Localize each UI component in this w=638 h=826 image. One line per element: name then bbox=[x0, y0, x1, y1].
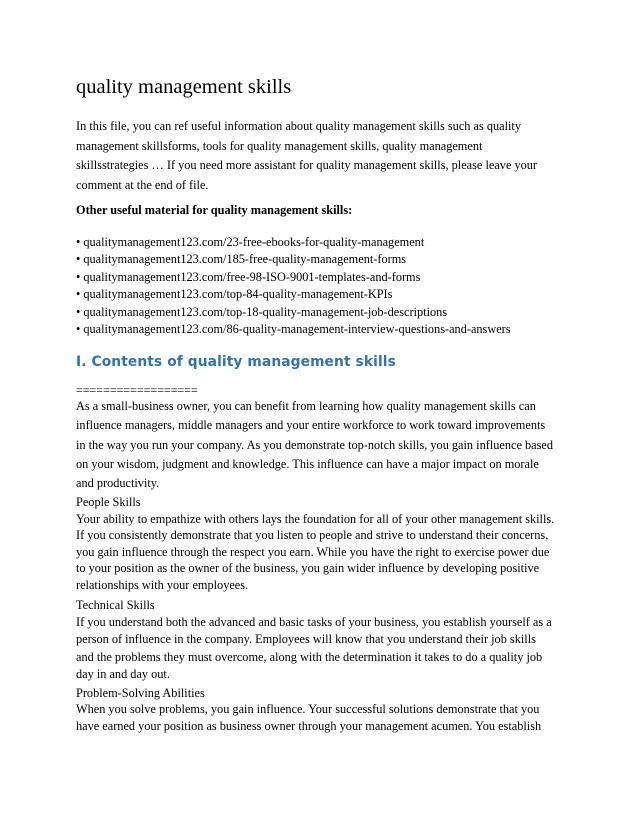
body-paragraph bbox=[76, 397, 553, 493]
document-title: quality management skills bbox=[76, 76, 292, 98]
material-link-list bbox=[76, 234, 511, 338]
paragraph-line: in the way you run your company. As you demonstrate top-notch skills, you gain influence based bbox=[76, 437, 553, 452]
intro-line: skillsstrategies … If you need more assistant for quality management skills, please leave your bbox=[76, 158, 538, 172]
separator-line: ================== bbox=[76, 383, 198, 397]
section-heading: I. Contents of quality management skills bbox=[76, 354, 396, 370]
other-material-heading: Other useful material for quality management skills: bbox=[76, 203, 353, 217]
paragraph-line: influence managers, middle managers and your entire workforce to work toward improvements bbox=[76, 418, 546, 433]
technical-skills-section bbox=[76, 597, 552, 683]
paragraph-line: and productivity. bbox=[76, 476, 160, 491]
paragraph-line: relationships with your employees. bbox=[76, 577, 249, 592]
paragraph-line: person of influence in the company. Employees will know that you understand their job skills bbox=[76, 632, 536, 647]
intro-paragraph bbox=[76, 117, 562, 195]
paragraph-line: If you consistently demonstrate that you listen to people and strive to understand their concerns, bbox=[76, 528, 549, 543]
paragraph-line: and the problems they must overcome, along with the determination it takes to do a quality job bbox=[76, 649, 543, 664]
paragraph-line: to your position as the owner of the business, you gain wider influence by developing positive bbox=[76, 561, 540, 576]
material-link[interactable]: • qualitymanagement123.com/185-free-quality-management-forms bbox=[76, 252, 407, 267]
material-link[interactable]: • qualitymanagement123.com/free-98-ISO-9001-templates-and-forms bbox=[76, 269, 421, 284]
intro-line: management skillsforms, tools for quality management skills, quality management bbox=[76, 138, 483, 153]
paragraph-line: have earned your position as business owner through your management acumen. You establish bbox=[76, 718, 542, 733]
problem-solving-heading: Problem-Solving Abilities bbox=[76, 686, 205, 700]
paragraph-line: on your wisdom, judgment and knowledge. This influence can have a major impact on morale bbox=[76, 456, 539, 471]
material-link[interactable]: • qualitymanagement123.com/top-84-quality-management-KPIs bbox=[76, 287, 393, 302]
paragraph-line: When you solve problems, you gain influence. Your successful solutions demonstrate that you bbox=[76, 702, 540, 717]
paragraph-line: As a small-business owner, you can benefit from learning how quality management skills can bbox=[76, 399, 536, 413]
people-skills-section bbox=[76, 494, 554, 594]
intro-line: comment at the end of file. bbox=[76, 177, 209, 192]
paragraph-line: you gain influence through the respect you earn. While you have the right to exercise power due bbox=[76, 544, 550, 559]
problem-solving-section bbox=[76, 685, 541, 734]
material-link[interactable]: • qualitymanagement123.com/top-18-quality-management-job-descriptions bbox=[76, 304, 448, 319]
technical-skills-heading: Technical Skills bbox=[76, 598, 155, 612]
material-link[interactable]: • qualitymanagement123.com/23-free-ebooks-for-quality-management bbox=[76, 235, 425, 249]
paragraph-line: If you understand both the advanced and basic tasks of your business, you establish yourself as a bbox=[76, 615, 552, 630]
material-link[interactable]: • qualitymanagement123.com/86-quality-management-interview-questions-and-answers bbox=[76, 322, 511, 337]
paragraph-line: day in and day out. bbox=[76, 666, 170, 681]
intro-line: In this file, you can ref useful information about quality management skills such as quality bbox=[76, 119, 521, 133]
paragraph-line: Your ability to empathize with others lays the foundation for all of your other management skills. bbox=[76, 511, 555, 526]
people-skills-heading: People Skills bbox=[76, 495, 141, 509]
